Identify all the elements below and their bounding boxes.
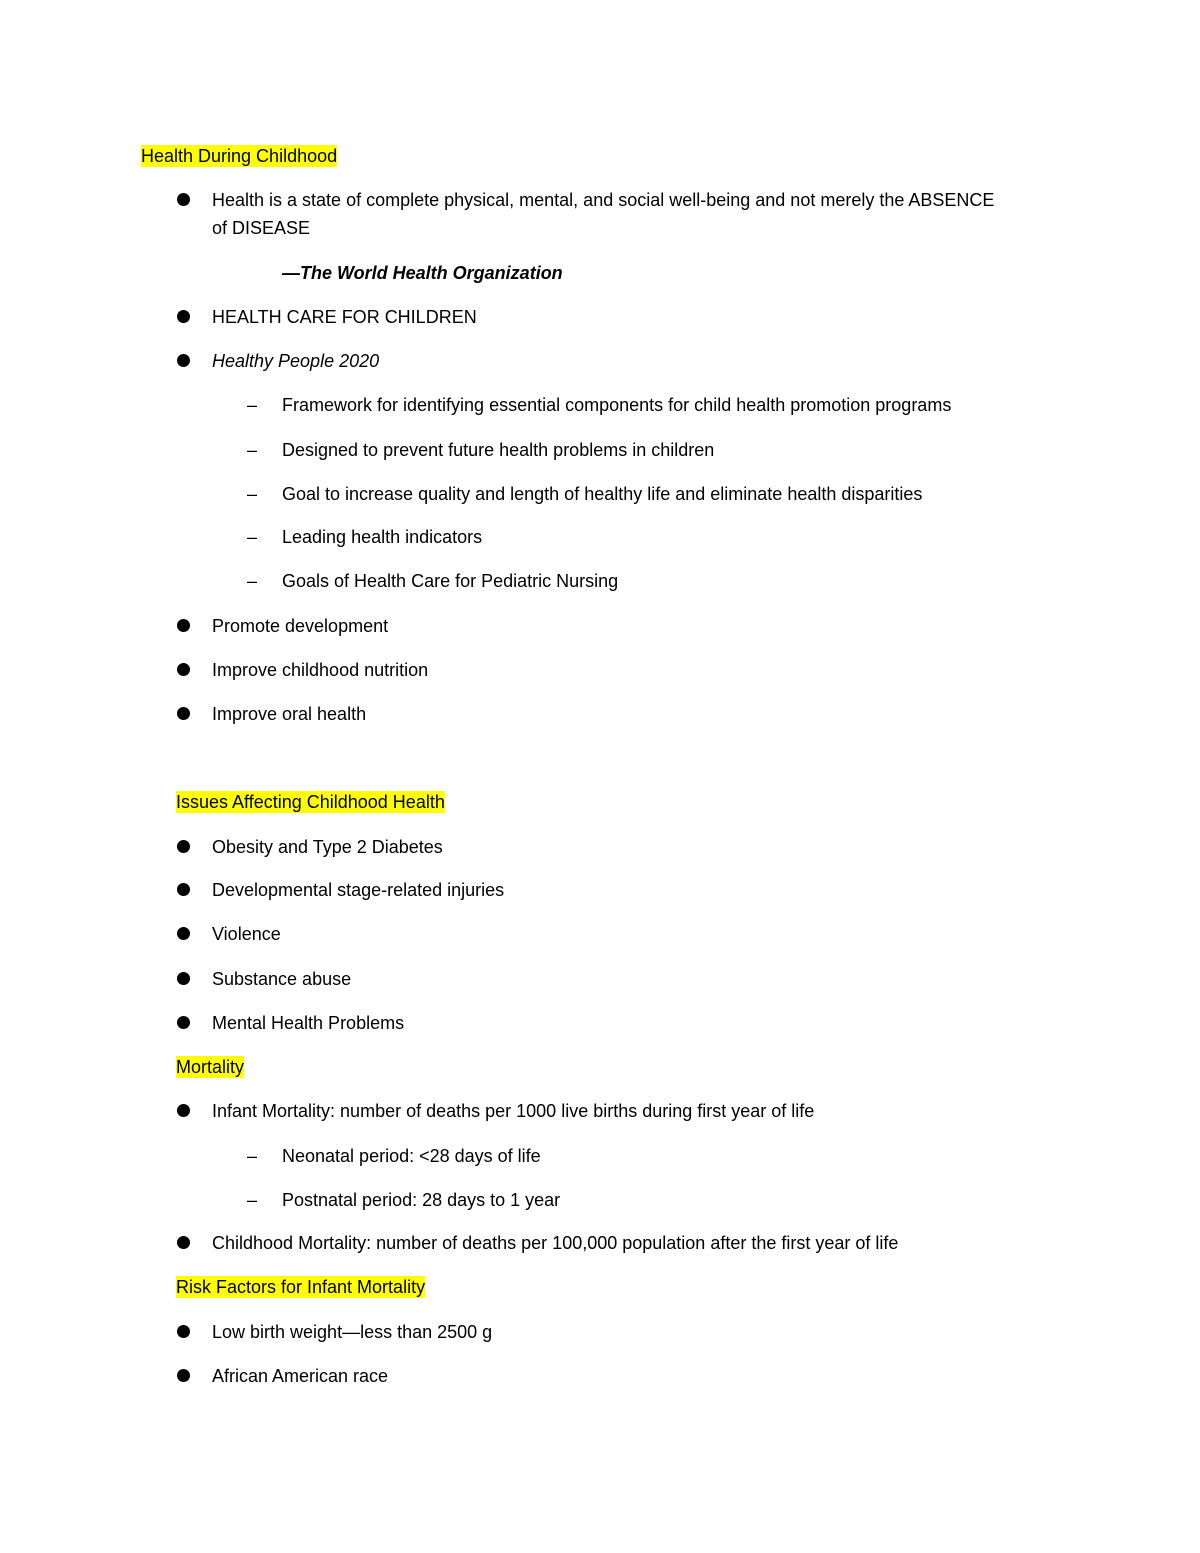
list-item: Childhood Mortality: number of deaths per 100,000 population after the first year of life bbox=[212, 1233, 899, 1253]
bullet-icon bbox=[177, 1369, 190, 1382]
bullet-icon bbox=[177, 1104, 190, 1117]
section-heading: Mortality bbox=[176, 1057, 245, 1077]
sub-list-item: Neonatal period: <28 days of life bbox=[282, 1146, 541, 1166]
bullet-icon bbox=[177, 310, 190, 323]
bullet-icon bbox=[177, 840, 190, 853]
dash-icon: – bbox=[247, 571, 258, 591]
sub-list-item: Designed to prevent future health problems in children bbox=[282, 440, 715, 460]
dash-icon: – bbox=[247, 1190, 258, 1210]
definition-line-2: of DISEASE bbox=[212, 218, 311, 238]
list-item: African American race bbox=[212, 1366, 389, 1386]
bullet-icon bbox=[177, 663, 190, 676]
list-item: Substance abuse bbox=[212, 969, 352, 989]
quote-attribution: —The World Health Organization bbox=[282, 263, 563, 283]
list-item: Improve oral health bbox=[212, 704, 367, 724]
dash-icon: – bbox=[247, 484, 258, 504]
sub-list-item: Postnatal period: 28 days to 1 year bbox=[282, 1190, 561, 1210]
list-item: HEALTH CARE FOR CHILDREN bbox=[212, 307, 477, 327]
list-item: Obesity and Type 2 Diabetes bbox=[212, 837, 443, 857]
list-item: Low birth weight—less than 2500 g bbox=[212, 1322, 493, 1342]
bullet-icon bbox=[177, 193, 190, 206]
list-item: Promote development bbox=[212, 616, 389, 636]
bullet-icon bbox=[177, 619, 190, 632]
sub-list-item: Goal to increase quality and length of healthy life and eliminate health disparities bbox=[282, 484, 923, 504]
dash-icon: – bbox=[247, 395, 258, 415]
section-heading: Health During Childhood bbox=[141, 146, 338, 166]
list-item: Infant Mortality: number of deaths per 1000 live births during first year of life bbox=[212, 1101, 815, 1121]
list-item: Mental Health Problems bbox=[212, 1013, 405, 1033]
bullet-icon bbox=[177, 1016, 190, 1029]
bullet-icon bbox=[177, 354, 190, 367]
sub-list-item: Framework for identifying essential components for child health promotion programs bbox=[282, 395, 952, 415]
list-item: Developmental stage-related injuries bbox=[212, 880, 505, 900]
section-heading: Risk Factors for Infant Mortality bbox=[176, 1277, 426, 1297]
list-item: Violence bbox=[212, 924, 281, 944]
list-item: Improve childhood nutrition bbox=[212, 660, 429, 680]
sub-list-item: Goals of Health Care for Pediatric Nursing bbox=[282, 571, 619, 591]
sub-list-item: Leading health indicators bbox=[282, 527, 483, 547]
bullet-icon bbox=[177, 972, 190, 985]
dash-icon: – bbox=[247, 440, 258, 460]
bullet-icon bbox=[177, 883, 190, 896]
section-heading: Issues Affecting Childhood Health bbox=[176, 792, 445, 812]
definition-line-1: Health is a state of complete physical, mental, and social well-being and not merely the ABSENCE bbox=[212, 190, 995, 210]
dash-icon: – bbox=[247, 1146, 258, 1166]
bullet-icon bbox=[177, 927, 190, 940]
bullet-icon bbox=[177, 1325, 190, 1338]
dash-icon: – bbox=[247, 527, 258, 547]
bullet-icon bbox=[177, 707, 190, 720]
bullet-icon bbox=[177, 1236, 190, 1249]
list-item: Healthy People 2020 bbox=[212, 351, 380, 371]
